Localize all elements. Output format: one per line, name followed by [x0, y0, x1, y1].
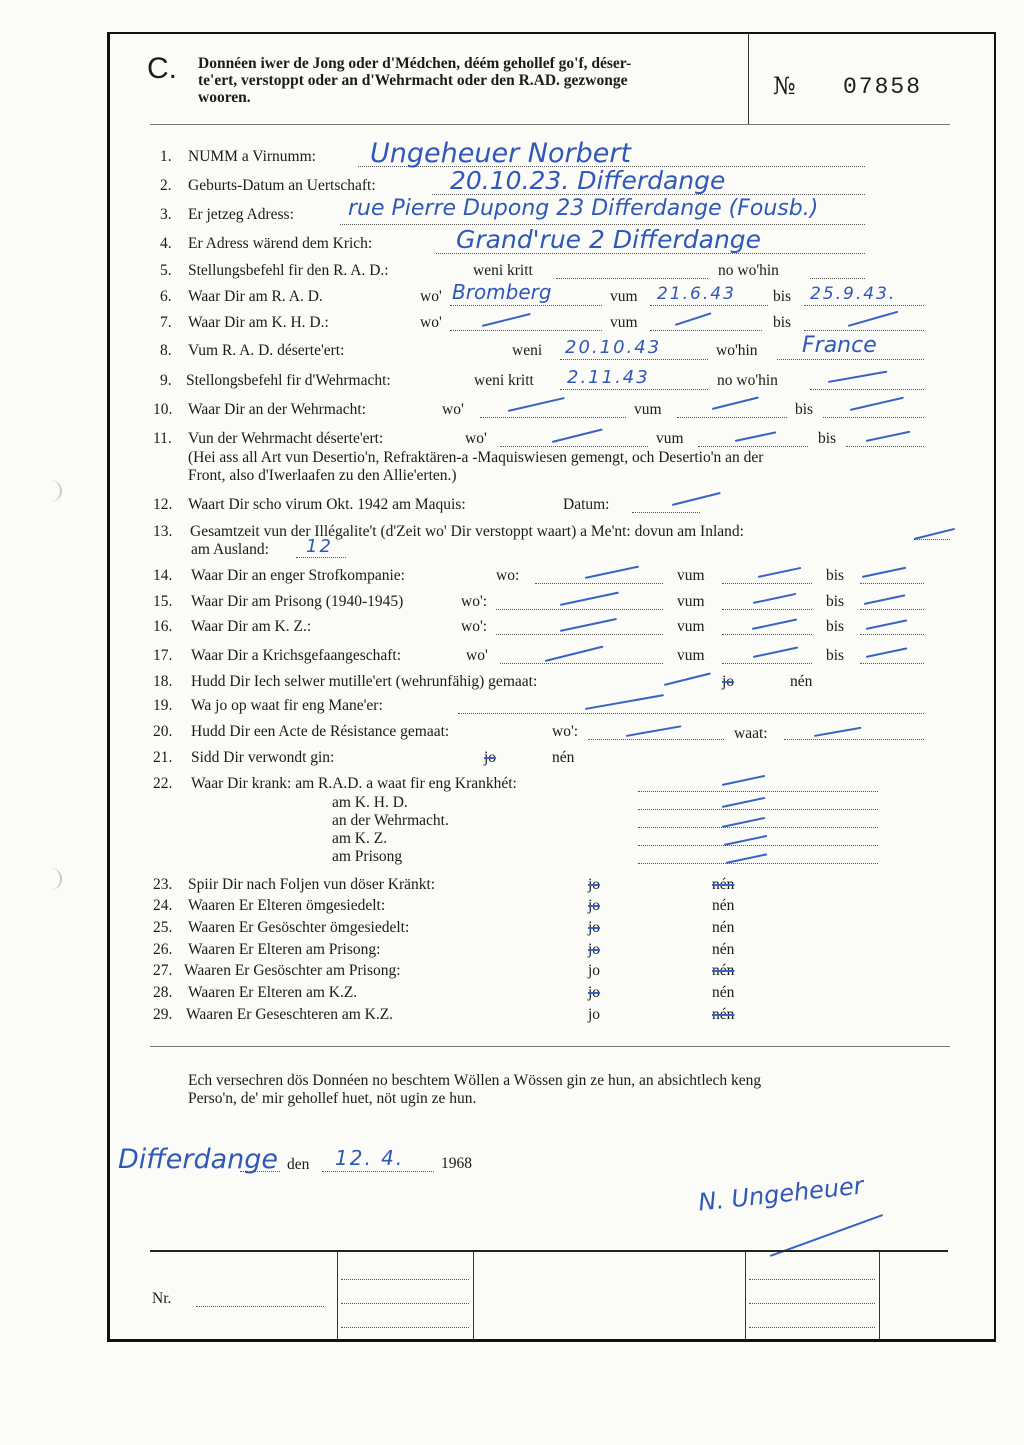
row-sub-label: bis — [818, 430, 837, 447]
row-label: Hudd Dir een Acte de Résistance gemaat: — [191, 723, 450, 740]
fill-line — [560, 389, 708, 390]
row-label: Waar Dir an enger Strofkompanie: — [191, 567, 405, 584]
table-dotted-line — [749, 1279, 875, 1280]
table-divider — [473, 1252, 474, 1340]
row-sub-label: weni — [512, 342, 543, 359]
row-label: Waaren Er Elteren am Prisong: — [188, 941, 381, 958]
fill-line — [722, 634, 812, 635]
fill-line — [638, 827, 878, 828]
date-line — [322, 1171, 434, 1172]
row-number: 24. — [153, 897, 173, 914]
row-label: Hudd Dir Iech selwer mutille'ert (wehrunfähig) gemaat: — [191, 673, 538, 690]
row-number: 14. — [153, 567, 173, 584]
row-number: 6. — [160, 288, 172, 305]
option-jo: jo — [722, 673, 735, 690]
row-label: Vum R. A. D. déserte'ert: — [188, 342, 345, 359]
fill-line — [458, 713, 924, 714]
fill-line — [450, 330, 602, 331]
fill-line — [698, 446, 808, 447]
table-dotted-line — [749, 1327, 875, 1328]
row-label: Sidd Dir verwondt gin: — [191, 749, 335, 766]
fill-line — [650, 305, 768, 306]
row-label: Gesamtzeit vun der Illégalite't (d'Zeit wo' Dir verstoppt waart) a Me'nt: dovun am Inland: — [190, 523, 744, 540]
header-divider — [748, 34, 749, 124]
fill-line — [777, 359, 924, 360]
row-sub-label: no wo'hin — [718, 262, 779, 279]
row-sub-label: bis — [773, 288, 792, 305]
fill-line — [722, 609, 812, 610]
name-value: Ungeheuer Norbert — [370, 138, 632, 169]
fill-line — [860, 634, 924, 635]
fill-line — [450, 305, 602, 306]
option-nen: nén — [790, 673, 813, 690]
option-nen: nén — [712, 876, 735, 893]
row-sub-label: vum — [677, 567, 705, 584]
option-nen: nén — [552, 749, 575, 766]
row-label: Waaren Er Gesöschter ömgesiedelt: — [188, 919, 410, 936]
year-value: 1968 — [441, 1155, 472, 1172]
row-number: 19. — [153, 697, 173, 714]
row-sub-label: wo: — [496, 567, 520, 584]
row-sub-label: vum — [677, 618, 705, 635]
desertion-note-line: (Hei ass all Art vun Desertio'n, Refraktären-a -Maquiswiesen gemengt, och Desertio'n an der — [188, 449, 764, 466]
fill-line — [556, 278, 708, 279]
option-jo: jo — [588, 919, 601, 936]
title-line-3: wooren. — [198, 89, 251, 106]
signature: N. Ungeheuer — [696, 1171, 865, 1217]
row-number: 3. — [160, 206, 172, 223]
row-number: 27. — [153, 962, 173, 979]
row-number: 23. — [153, 876, 173, 893]
handwritten-value: 12 — [306, 536, 333, 557]
row-label: Waaren Er Elteren am K.Z. — [188, 984, 358, 1001]
row-label: Waaren Er Geseschteren am K.Z. — [186, 1006, 394, 1023]
row-sub-label: wo': — [552, 723, 579, 740]
fill-line — [535, 583, 663, 584]
row-number: 26. — [153, 941, 173, 958]
row-number: 20. — [153, 723, 173, 740]
war-address-value: Grand'rue 2 Differdange — [456, 225, 762, 254]
row-number: 2. — [160, 177, 172, 194]
row-sub-label: wo' — [420, 288, 442, 305]
table-dotted-line — [341, 1279, 469, 1280]
row-label: Spiir Dir nach Foljen vun döser Kränkt: — [188, 876, 436, 893]
punch-hole — [46, 868, 62, 890]
option-nen: nén — [712, 1006, 735, 1023]
section-letter: C. — [147, 52, 177, 85]
handwritten-value: 2.11.43 — [567, 367, 650, 388]
handwritten-value: Bromberg — [452, 280, 552, 304]
form-title — [198, 55, 631, 106]
fill-line — [632, 512, 700, 513]
row-label: Waar Dir krank: am R.A.D. a waat fir eng Krankhét: — [191, 775, 517, 792]
row-number: 12. — [153, 496, 173, 513]
row-sub-label: vum — [610, 288, 638, 305]
date-value: 12. 4. — [335, 1146, 405, 1170]
row-sub-label: vum — [656, 430, 684, 447]
place-value: Differdange — [118, 1144, 279, 1175]
sickness-sub-label: an der Wehrmacht. — [332, 812, 449, 829]
row-label: Waaren Er Gesöschter am Prisong: — [184, 962, 401, 979]
title-line-1: Donnéen iwer de Jong oder d'Médchen, déém gehollef go'f, déser- — [198, 55, 632, 72]
section-rule — [150, 1046, 950, 1047]
option-jo: jo — [588, 1006, 601, 1023]
row-sub-label: wo': — [461, 593, 488, 610]
row-number: 29. — [153, 1006, 173, 1023]
fill-line — [810, 278, 865, 279]
table-top-rule — [150, 1250, 948, 1252]
row-number: 21. — [153, 749, 173, 766]
sickness-sub-label: am K. Z. — [332, 830, 388, 847]
name-label: NUMM a Virnumm: — [188, 148, 316, 165]
row-sub-label: vum — [610, 314, 638, 331]
row-label: Waar Dir am K. Z.: — [191, 618, 312, 635]
form-number: 07858 — [843, 74, 923, 100]
punch-hole — [46, 480, 62, 502]
war-address-label: Er Adress wärend dem Krich: — [188, 235, 373, 252]
row-number: 15. — [153, 593, 173, 610]
row-sub-label: weni kritt — [474, 372, 534, 389]
fill-line — [784, 739, 924, 740]
row-number: 11. — [153, 430, 172, 447]
row-sub-label: Datum: — [563, 496, 610, 513]
address-value: rue Pierre Dupong 23 Differdange (Fousb.) — [348, 196, 819, 221]
table-dotted-line — [749, 1303, 875, 1304]
fill-line — [588, 739, 724, 740]
row-sub-label: am Ausland: — [191, 541, 269, 558]
date-label: den — [287, 1156, 310, 1173]
row-number: 4. — [160, 235, 172, 252]
table-divider — [745, 1252, 746, 1340]
fill-line — [860, 583, 924, 584]
fill-line — [677, 417, 787, 418]
fill-line — [722, 583, 812, 584]
row-number: 8. — [160, 342, 172, 359]
row-sub-label: bis — [826, 567, 845, 584]
nr-label: Nr. — [152, 1290, 172, 1307]
handwritten-value: 21.6.43 — [657, 284, 736, 304]
row-number: 1. — [160, 148, 172, 165]
row-label: Waar Dir an der Wehrmacht: — [188, 401, 366, 418]
table-dotted-line — [341, 1327, 469, 1328]
birth-label: Geburts-Datum an Uertschaft: — [188, 177, 376, 194]
row-sub-label: wo' — [466, 647, 488, 664]
nr-line — [196, 1306, 324, 1307]
fill-line — [860, 663, 924, 664]
fill-line — [638, 791, 878, 792]
sickness-sub-label: am K. H. D. — [332, 794, 408, 811]
row-sub-label: bis — [773, 314, 792, 331]
row-sub-label: bis — [826, 618, 845, 635]
fill-line — [650, 330, 762, 331]
row-sub-label: wo': — [461, 618, 488, 635]
row-sub-label: vum — [677, 593, 705, 610]
option-nen: nén — [712, 984, 735, 1001]
header-rule — [150, 124, 950, 125]
row-sub-label: waat: — [734, 725, 768, 742]
fill-line — [496, 609, 663, 610]
row-label: Waar Dir am R. A. D. — [188, 288, 323, 305]
option-jo: jo — [588, 984, 601, 1001]
row-label: Stellongsbefehl fir d'Wehrmacht: — [186, 372, 391, 389]
fill-line — [638, 809, 878, 810]
option-jo: jo — [588, 941, 601, 958]
desertion-note-line: Front, also d'Iwerlaafen zu den Allie'erten.) — [188, 467, 457, 484]
fill-line — [480, 417, 626, 418]
row-label: Wa jo op waat fir eng Mane'er: — [191, 697, 383, 714]
declaration-line: Perso'n, de' mir gehollef huet, nöt ugin ze hun. — [188, 1090, 477, 1107]
fill-line — [500, 663, 663, 664]
option-nen: nén — [712, 897, 735, 914]
row-sub-label: wo' — [465, 430, 487, 447]
fill-line — [638, 845, 878, 846]
row-label: Stellungsbefehl fir den R. A. D.: — [188, 262, 389, 279]
fill-line — [804, 330, 924, 331]
row-number: 22. — [153, 775, 173, 792]
row-number: 25. — [153, 919, 173, 936]
row-label: Waar Dir am Prisong (1940-1945) — [191, 593, 404, 610]
row-label: Waart Dir scho virum Okt. 1942 am Maquis: — [188, 496, 466, 513]
fill-line — [722, 663, 812, 664]
row-number: 5. — [160, 262, 172, 279]
row-sub-label: bis — [826, 593, 845, 610]
row-number: 18. — [153, 673, 173, 690]
fill-line — [296, 557, 346, 558]
row-sub-label: wo' — [442, 401, 464, 418]
handwritten-value: France — [802, 333, 877, 358]
option-nen: nén — [712, 919, 735, 936]
fill-line — [860, 609, 924, 610]
row-number: 10. — [153, 401, 173, 418]
row-number: 28. — [153, 984, 173, 1001]
option-nen: nén — [712, 941, 735, 958]
row-sub-label: weni kritt — [473, 262, 533, 279]
row-label: Waar Dir a Krichsgefaangeschaft: — [191, 647, 402, 664]
fill-line — [810, 389, 924, 390]
row-sub-label: vum — [634, 401, 662, 418]
row-number: 7. — [160, 314, 172, 331]
option-jo: jo — [588, 876, 601, 893]
birth-value: 20.10.23. Differdange — [450, 166, 726, 195]
row-number: 17. — [153, 647, 173, 664]
number-symbol: № — [773, 72, 796, 100]
fill-line — [823, 417, 924, 418]
fill-line — [846, 446, 924, 447]
row-sub-label: wo' — [420, 314, 442, 331]
fill-line — [914, 539, 950, 540]
row-sub-label: vum — [677, 647, 705, 664]
row-label: Waaren Er Elteren ömgesiedelt: — [188, 897, 386, 914]
title-line-2: te'ert, verstoppt oder an d'Wehrmacht oder den R.AD. gezwonge — [198, 72, 628, 89]
fill-line — [500, 446, 648, 447]
row-sub-label: bis — [826, 647, 845, 664]
handwritten-value: 20.10.43 — [565, 337, 662, 358]
table-divider — [337, 1252, 338, 1340]
table-divider — [879, 1252, 880, 1340]
fill-line — [638, 863, 878, 864]
fill-line — [560, 359, 708, 360]
row-number: 16. — [153, 618, 173, 635]
row-sub-label: wo'hin — [716, 342, 758, 359]
fill-line — [496, 634, 663, 635]
row-number: 13. — [153, 523, 173, 540]
option-nen: nén — [712, 962, 735, 979]
sickness-sub-label: am Prisong — [332, 848, 403, 865]
option-jo: jo — [484, 749, 497, 766]
row-sub-label: no wo'hin — [717, 372, 778, 389]
fill-line — [804, 305, 924, 306]
option-jo: jo — [588, 962, 601, 979]
row-label: Vun der Wehrmacht déserte'ert: — [188, 430, 384, 447]
handwritten-value: 25.9.43. — [810, 284, 897, 304]
row-sub-label: bis — [795, 401, 814, 418]
place-line — [240, 1171, 280, 1172]
option-jo: jo — [588, 897, 601, 914]
row-label: Waar Dir am K. H. D.: — [188, 314, 329, 331]
row-number: 9. — [160, 372, 172, 389]
table-dotted-line — [341, 1303, 469, 1304]
declaration-line: Ech versechren dös Donnéen no beschtem Wöllen a Wössen gin ze hun, an absichtlech keng — [188, 1072, 762, 1089]
address-label: Er jetzeg Adress: — [188, 206, 294, 223]
